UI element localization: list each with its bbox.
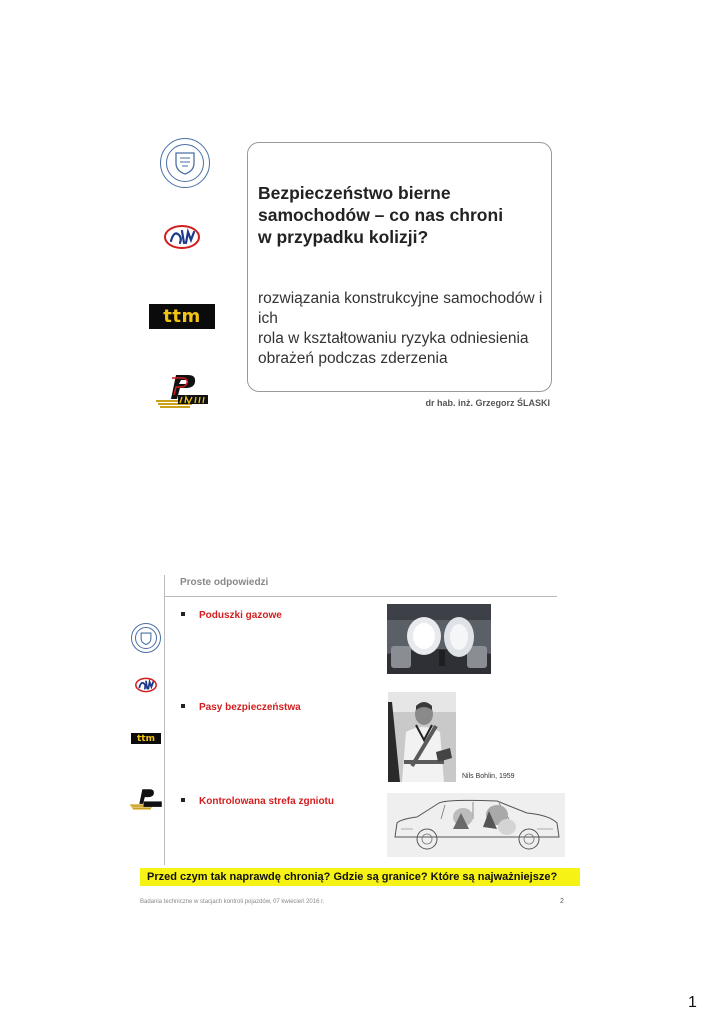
bullet-seatbelts [181, 702, 301, 713]
slide-2 [0, 560, 710, 920]
photo-caption: Nils Bohlin, 1959 [462, 773, 515, 780]
shield-icon [140, 632, 152, 645]
ttm-logo-text: ttm [137, 733, 155, 744]
bullet-marker [181, 798, 185, 802]
slide-footer: Badania techniczne w stacjach kontroli pojazdów, 07 kwiecień 2016 r. [140, 899, 325, 905]
title-line: samochodów – co nas chroni [258, 205, 504, 225]
ttm-logo [149, 304, 215, 329]
title-line: Bezpieczeństwo bierne [258, 183, 451, 203]
slide-number: 2 [560, 898, 564, 905]
question-banner [140, 868, 580, 886]
slide-1-title [258, 182, 548, 248]
stm-logo-small [133, 676, 159, 694]
title-line: w przypadku kolizji? [258, 227, 429, 247]
bullet-crumple-zone [181, 796, 334, 807]
bullet-label: Poduszki gazowe [199, 610, 282, 621]
subtitle-line: rozwiązania konstrukcyjne samochodów i ich [258, 290, 543, 327]
bullet-airbags [181, 610, 282, 621]
author-name: dr hab. inż. Grzegorz ŚLASKI [425, 398, 550, 408]
bullet-marker [181, 612, 185, 616]
bullet-label: Kontrolowana strefa zgniotu [199, 796, 334, 807]
subtitle-line: rola w kształtowaniu ryzyka odniesienia [258, 330, 529, 347]
stm-logo [162, 222, 202, 252]
page-number: 1 [688, 994, 697, 1011]
title-underline [165, 596, 557, 597]
ttm-logo-text: ttm [163, 306, 201, 327]
pimrips-logo-small [129, 788, 163, 810]
seatbelt-photo [388, 692, 456, 782]
slide-2-title: Proste odpowiedzi [180, 577, 269, 588]
vertical-divider [164, 575, 165, 865]
crumple-zone-drawing [387, 793, 565, 857]
airbag-photo [387, 604, 491, 674]
subtitle-line: obrażeń podczas zderzenia [258, 350, 448, 367]
ttm-logo-small [131, 733, 161, 744]
university-seal-logo [160, 138, 210, 188]
university-seal-logo-small [131, 623, 161, 653]
slide-1 [0, 0, 710, 430]
bullet-marker [181, 704, 185, 708]
shield-icon [174, 151, 196, 175]
slide-1-subtitle [258, 289, 552, 369]
bullet-label: Pasy bezpieczeństwa [199, 702, 301, 713]
banner-text: Przed czym tak naprawdę chronią? Gdzie są granice? Które są najważniejsze? [147, 871, 558, 883]
pimrips-logo [154, 373, 210, 409]
